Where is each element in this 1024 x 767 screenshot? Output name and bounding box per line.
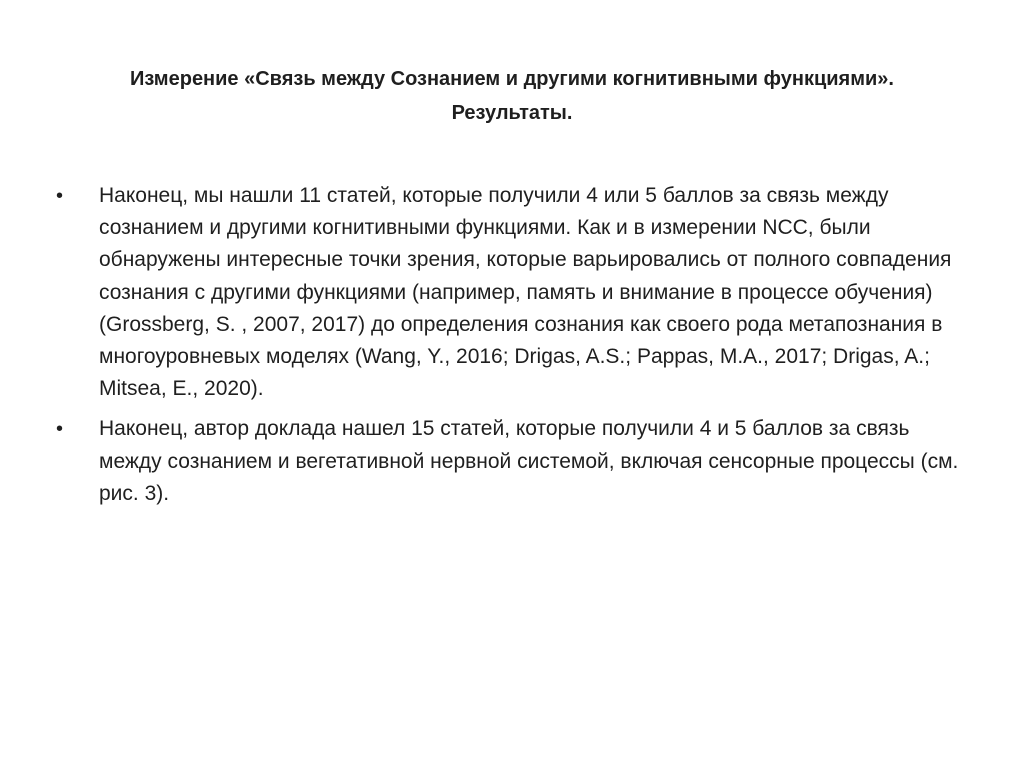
- bullet-text: Наконец, автор доклада нашел 15 статей, которые получили 4 и 5 баллов за связь между сознанием и вегетативной нервной системой, включая сенсорные процессы (см. рис. 3).: [99, 417, 959, 505]
- bullet-icon: •: [56, 418, 64, 441]
- slide-title-line-2: Результаты.: [451, 102, 573, 124]
- slide-title-line-1: Измерение «Связь между Сознанием и другими когнитивными функциями».: [129, 68, 894, 90]
- bullet-icon: •: [56, 185, 64, 207]
- slide-title: [60, 62, 964, 130]
- bullet-text: Наконец, мы нашли 11 статей, которые получили 4 или 5 баллов за связь между сознанием и другими когнитивными функциями. Как и в измерении NCC, были обнаружены интересные точки зрения, которые варьировались от полного совпадения сознания с другими функциями (например, память и внимание в процессе обучения) (Grossberg, S. , 2007, 2017) до определения сознания как своего рода метапознания в многоуровневых моделях (Wang, Y., 2016; Drigas, A.S.; Pappas, M.A., 2017; Drigas, A.; Mitsea, E., 2020).: [99, 184, 952, 401]
- bullet-item: [56, 180, 968, 405]
- bullet-list: [56, 180, 968, 518]
- bullet-item: [56, 413, 968, 510]
